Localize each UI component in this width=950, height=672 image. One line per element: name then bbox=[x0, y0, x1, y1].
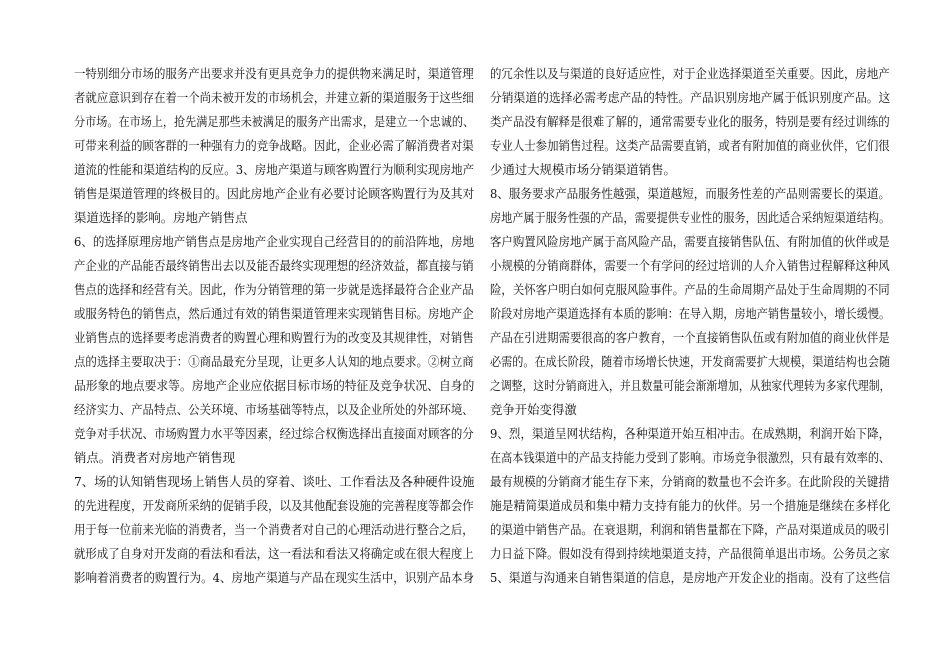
text-line: 专业人士参加销售过程。这类产品需要直销，或者有附加值的商业伙伴，它们很 bbox=[490, 138, 890, 153]
text-line: 8、服务要求产品服务性越强，渠道越短，而服务性差的产品则需要长的渠道。 bbox=[490, 186, 891, 201]
text-line: 的先进程度，开发商所采纳的促销手段，以及其他配套设施的完善程度等都会作 bbox=[74, 498, 474, 513]
text-line: 产品在引进期需要很高的客户教育，一个直接销售队伍或有附加值的商业伙伴是 bbox=[490, 330, 890, 345]
text-line: 竞争开始变得激 bbox=[490, 402, 577, 417]
text-line: 销点。消费者对房地产销售现 bbox=[74, 450, 236, 465]
text-line: 一特别细分市场的服务产出要求并没有更具竞争力的提供物来满足时，渠道管理 bbox=[74, 66, 474, 81]
text-line: 业销售点的选择要考虑消费者的购置心理和购置行为的改变及其规律性，对销售 bbox=[74, 330, 474, 345]
text-line: 品形象的地点要求等。房地产企业应依据目标市场的特征及竞争状况、自身的 bbox=[74, 378, 475, 393]
text-line: 客户购置风险房地产属于高风险产品，需要直接销售队伍、有附加值的伙伴或是 bbox=[490, 234, 890, 249]
text-line: 分销渠道的选择必需考虑产品的特性。产品识别房地产属于低识别度产品。这 bbox=[490, 90, 891, 105]
text-line: 售点的选择和经营有关。因此，作为分销管理的第一步就是选择最符合企业产品 bbox=[74, 282, 474, 297]
text-line: 道流的性能和渠道结构的反应。3、房地产渠道与顾客购置行为顺利实现房地产 bbox=[74, 162, 475, 177]
text-line: 竞争对手状况、市场购置力水平等因素，经过综合权衡选择出直接面对顾客的分 bbox=[74, 426, 474, 441]
text-line: 者就应意识到存在着一个尚未被开发的市场机会，并建立新的渠道服务于这些细 bbox=[74, 90, 474, 105]
text-line: 销售是渠道管理的终极目的。因此房地产企业有必要讨论顾客购置行为及其对 bbox=[74, 186, 475, 201]
text-line: 可带来利益的顾客群的一种强有力的竞争战略。因此，企业必需了解消费者对渠 bbox=[74, 138, 474, 153]
text-line: 或服务特色的销售点，然后通过有效的销售渠道管理来实现销售目标。房地产企 bbox=[74, 306, 474, 321]
text-line: 类产品没有解释是很难了解的，通常需要专业化的服务，特别是要有经过训练的 bbox=[490, 114, 890, 129]
text-line: 险，关怀客户明白如何克服风险事件。产品的生命周期产品处于生命周期的不同 bbox=[490, 282, 890, 297]
text-line: 用于每一位前来光临的消费者，当一个消费者对自己的心理活动进行整合之后， bbox=[74, 522, 474, 537]
text-line: 影响着消费者的购置行为。4、房地产渠道与产品在现实生活中，识别产品本身 bbox=[74, 570, 475, 585]
text-line: 必需的。在成长阶段，随着市场增长快速，开发商需要扩大规模，渠道结构也会随 bbox=[490, 354, 891, 369]
text-line: 最有规模的分销商才能生存下来，分销商的数量也不会许多。在此阶段的关键措 bbox=[490, 474, 890, 489]
text-line: 分市场。在市场上，抢先满足那些未被满足的服务产出需求，是建立一个忠诚的、 bbox=[74, 114, 475, 129]
text-line: 施是精简渠道成员和集中精力支持有能力的伙伴。另一个措施是继续在多样化 bbox=[490, 498, 891, 513]
text-line: 点的选择主要取决于：①商品最充分呈现，让更多人认知的地点要求。②树立商 bbox=[74, 354, 474, 369]
text-line: 渠道选择的影响。房地产销售点 bbox=[74, 210, 248, 225]
text-line: 9、烈，渠道呈网状结构，各种渠道开始互相冲击。在成熟期，利润开始下降， bbox=[490, 426, 891, 441]
text-line: 的渠道中销售产品。在衰退期，利润和销售量都在下降，产品对渠道成员的吸引 bbox=[490, 522, 890, 537]
text-line: 就形成了自身对开发商的看法和看法，这一看法和看法又将确定或在很大程度上 bbox=[74, 546, 474, 561]
text-line: 小规模的分销商群体，需要一个有学问的经过培训的人介入销售过程解释这种风 bbox=[490, 258, 890, 273]
text-line: 房地产属于服务性强的产品，需要提供专业性的服务，因此适合采纳短渠道结构。 bbox=[490, 210, 891, 225]
text-line: 少通过大规模市场分销渠道销售。 bbox=[490, 162, 676, 177]
text-line: 的冗余性以及与渠道的良好适应性，对于企业选择渠道至关重要。因此，房地产 bbox=[490, 66, 890, 81]
text-line: 7、场的认知销售现场上销售人员的穿着、谈吐、工作看法及各种硬件设施 bbox=[74, 474, 475, 489]
text-line: 力日益下降。假如没有得到持续地渠道支持，产品很简单退出市场。公务员之家 bbox=[490, 546, 890, 561]
text-line: 5、渠道与沟通来自销售渠道的信息，是房地产开发企业的指南。没有了这些信 bbox=[490, 570, 891, 585]
text-line: 6、的选择原理房地产销售点是房地产企业实现自己经营目的的前沿阵地，房地 bbox=[74, 234, 475, 249]
text-line: 经济实力、产品特点、公关环境、市场基础等特点，以及企业所处的外部环境、 bbox=[74, 402, 474, 417]
text-line: 之调整，这时分销商进入，并且数量可能会渐渐增加，从独家代理转为多家代理制， bbox=[490, 378, 891, 393]
text-line: 阶段对房地产渠道选择有本质的影响：在导入期，房地产销售量较小，增长缓慢。 bbox=[490, 306, 891, 321]
text-line: 在高本钱渠道中的产品支持能力受到了影响。市场竞争很激烈，只有最有效率的、 bbox=[490, 450, 891, 465]
text-line: 产企业的产品能否最终销售出去以及能否最终实现理想的经济效益，都直接与销 bbox=[74, 258, 474, 273]
